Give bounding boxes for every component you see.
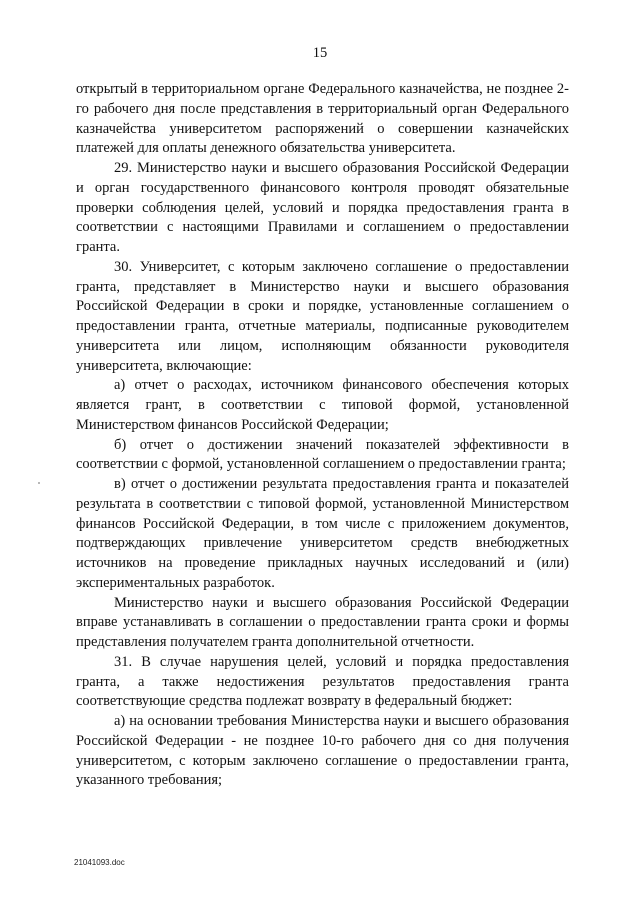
paragraph-item-30-a: а) отчет о расходах, источником финансового обеспечения которых является грант, в соответствии с типовой формой, установленной Министерством финансов Российской Федерации;: [76, 377, 569, 433]
paragraph-item-31-a: а) на основании требования Министерства науки и высшего образования Российской Федерации - не позднее 10-го рабочего дня со дня получения университетом, с которым заключено соглашение о предоставлении гранта, указанного требования;: [76, 713, 569, 789]
paragraph-item-29: 29. Министерство науки и высшего образования Российской Федерации и орган государственного финансового контроля проводят обязательные проверки соблюдения целей, условий и порядка предоставления гранта в соответствии с настоящими Правилами и соглашением о предоставлении гранта.: [76, 160, 569, 255]
paragraph-continuation: открытый в территориальном органе Федерального казначейства, не позднее 2-го рабочего дня после представления в территориальный орган Федерального казначейства университетом распоряжений о совершении казначейских платежей для оплаты денежного обязательства университета.: [76, 81, 569, 157]
footer-filename: 21041093.doc: [74, 858, 125, 867]
paragraph-item-31: 31. В случае нарушения целей, условий и порядка предоставления гранта, а также недостижения результатов предоставления гранта соответствующие средства подлежат возврату в федеральный бюджет:: [76, 653, 569, 710]
margin-speck: [38, 482, 40, 484]
paragraph-item-30: 30. Университет, с которым заключено соглашение о предоставлении гранта, представляет в Министерство науки и высшего образования Российской Федерации в сроки и порядке, установленные соглашением о предоставлении гранта, отчетные материалы, подписанные руководителем университета или лицом, исполняющим обязанности руководителя университета, включающие:: [76, 258, 569, 374]
paragraph-ministry-right: Министерство науки и высшего образования Российской Федерации вправе устанавливать в соглашении о предоставлении гранта сроки и формы представления получателем гранта дополнительной отчетности.: [76, 594, 569, 650]
paragraph-item-30-v: в) отчет о достижении результата предоставления гранта и показателей результата в соответствии с типовой формой, установленной Министерством финансов Российской Федерации, в том числе с приложением документов, подтверждающих привлечение университетом средств внебюджетных источников на проведение прикладных научных исследований и (или) экспериментальных разработок.: [76, 476, 569, 591]
document-body: [76, 80, 569, 791]
paragraph-item-30-b: б) отчет о достижении значений показателей эффективности в соответствии с формой, установленной соглашением о предоставлении гранта;: [76, 436, 569, 473]
page-number: 15: [312, 45, 328, 61]
